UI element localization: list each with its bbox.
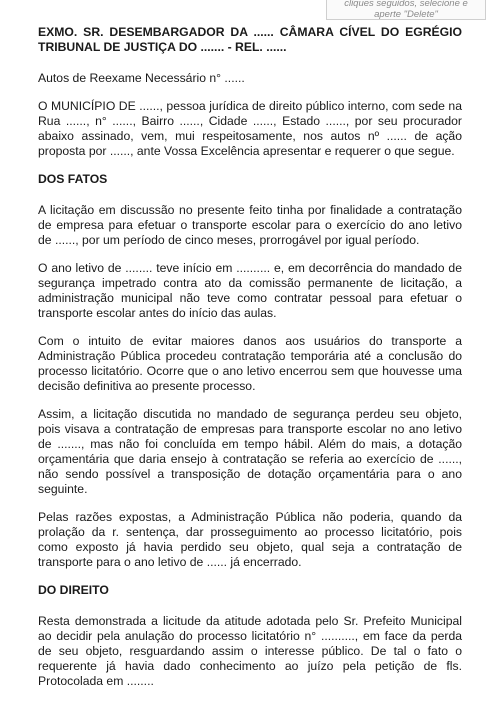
facts-paragraph-1: A licitação em discussão no presente feito tinha por finalidade a contratação de empresa para efetuar o transporte escolar para o exercício do ano letivo de ......, por um período de cinco meses, prorrogável por igual período.: [38, 203, 462, 247]
facts-paragraph-3: Com o intuito de evitar maiores danos aos usuários do transporte a Administração Pública procedeu contratação temporária até a conclusão do processo licitatório. Ocorre que o ano letivo encerrou sem que houvesse uma decisão definitiva ao presente processo.: [38, 334, 462, 393]
facts-paragraph-2: O ano letivo de ........ teve início em .......... e, em decorrência do mandado de segurança impetrado contra ato da comissão permanente de licitação, a administração municipal não teve como contratar pessoal para efetuar o transporte escolar antes do início das aulas.: [38, 261, 462, 320]
law-paragraph-1: Resta demonstrada a licitude da atitude adotada pelo Sr. Prefeito Municipal ao decidir pela anulação do processo licitatório n° .........., em face da perda de seu objeto, resguardando assim o interesse público. De tal o fato o requerente já havia dado conhecimento ao juízo pela petição de fls. Protocolada em ........: [38, 614, 462, 688]
intro-paragraph: O MUNICÍPIO DE ......, pessoa jurídica de direito público interno, com sede na Rua ......, n° ......, Bairro ......, Cidade ......, Estado ......, por seu procurador abaixo assinado, vem, mui respeitosamente, nos autos nº ...... de ação proposta por ......, ante Vossa Excelência apresentar e requerer o que segue.: [38, 99, 462, 158]
instruction-hint-box: [326, 0, 486, 20]
addressee-heading: EXMO. SR. DESEMBARGADOR DA ...... CÂMARA CÍVEL DO EGRÉGIO TRIBUNAL DE JUSTIÇA DO ....... - REL. ......: [38, 25, 462, 54]
facts-paragraph-5: Pelas razões expostas, a Administração Pública não poderia, quando da prolação da r. sentença, dar prosseguimento ao processo licitatório, pois como exposto já havia perdido seu objeto, qual seja a contratação de transporte para o ano letivo de ...... já encerrado.: [38, 510, 462, 569]
document-body: [38, 25, 462, 702]
facts-paragraph-4: Assim, a licitação discutida no mandado de segurança perdeu seu objeto, pois visava a contratação de empresas para transporte escolar no ano letivo de ......., mas não foi concluída em tempo hábil. Além do mais, a dotação orçamentária que daria ensejo à contratação se referia ao exercício de ......, não sendo possível a transposição de dotação orçamentária para o ano seguinte.: [38, 407, 462, 496]
section-title-facts: DOS FATOS: [38, 172, 108, 186]
case-reference: Autos de Reexame Necessário n° ......: [38, 71, 245, 85]
instruction-hint-text: cliques seguidos, selecione e aperte "Delete": [344, 0, 468, 20]
section-title-law: DO DIREITO: [38, 583, 109, 597]
